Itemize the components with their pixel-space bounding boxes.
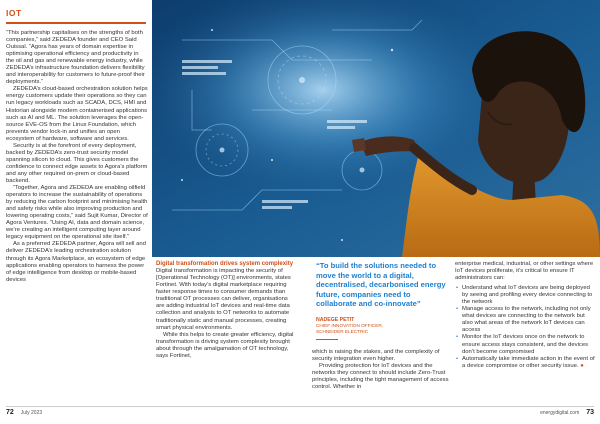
- pull-quote-attribution-name: NADEGE PETIT: [316, 316, 355, 323]
- body-paragraph: Digital transformation is impacting the security of [Operational Technology (OT)] environments, states Fortinet. With today’s digital marketplace requiring faster response times to consumer demands than traditional OT processes can deliver, organisations are adding industrial IoT devices and real-time data collection and analysis to OT networks to automate traditionally static and manual processes, creating smart physical environments.: [156, 268, 291, 331]
- bullet-item: • Monitor the IoT devices once on the network to ensure access stays consistent, and the devices don’t become compromised: [455, 334, 595, 355]
- bullet-item: [455, 356, 595, 370]
- issue-date: July 2023: [20, 410, 43, 416]
- body-paragraph: Security is at the forefront of every deployment, backed by ZEDEDA’s zero-trust security model spanning silicon to cloud. This gives customers the confidence to connect edge assets to Agora’s platform and any other required on-prem or cloud-based backend.: [6, 142, 148, 184]
- page-number-left: 72: [6, 409, 14, 416]
- bullet-item: • Understand what IoT devices are being deployed by seeing and profiling every device connecting to the network: [455, 285, 595, 306]
- website-url: energydigital.com: [540, 410, 580, 416]
- footer-left: [6, 409, 42, 416]
- body-paragraph: which is raising the stakes, and the complexity of security integration even higher.: [312, 349, 440, 363]
- bullet-item-text: Automatically take immediate action in the event of a device compromise or other security issue.: [462, 355, 595, 369]
- end-mark-icon: ●: [580, 362, 584, 369]
- pull-quote-rule: [316, 339, 338, 340]
- pull-quote-attribution-role: CHIEF INNOVATION OFFICER,: [316, 322, 384, 328]
- article-column-4: [455, 261, 595, 370]
- section-subheading: Digital transformation drives system complexity: [156, 261, 294, 267]
- section-rule: [6, 22, 146, 24]
- body-paragraph: While this helps to create greater efficiency, digital transformation is driving system complexity brought about through the amalgamation of OT technology, says Fortinet,: [156, 331, 294, 359]
- footer-right: [540, 409, 594, 416]
- body-paragraph: ZEDEDA’s cloud-based orchestration solution helps energy customers update their operations so they can run legacy workloads such as SCADA, DCS, HMI and Historian alongside modern containerised applications such as AI and ML. The solution leverages the open-source EVE-OS from the Linux Foundation, which prevents vendor lock-in and unifies an open ecosystem of hardware, software and services.: [6, 86, 148, 142]
- article-column-1: [6, 30, 148, 284]
- bullet-item: • Manage access to the network, including not only what devices are connecting to the network but also what areas of the network IoT devices can access: [455, 306, 595, 334]
- bullet-list: [455, 285, 595, 370]
- footer-rule: [6, 406, 594, 407]
- body-paragraph: “Together, Agora and ZEDEDA are enabling oilfield operators to increase the sustainability of operations by reducing the carbon footprint and minimising health and safety risks while also improving production and lowering operating costs,” said Sujit Kumar, Director of Agora Ventures. “Using AI, data and domain science, we’re creating an intelligent computing layer around legacy equipment on the operational site itself.”: [6, 185, 148, 241]
- hero-photo-illustration: [152, 0, 600, 257]
- article-column-2: [156, 261, 296, 360]
- pull-quote: [316, 261, 450, 343]
- article-column-3: [312, 349, 450, 391]
- pull-quote-text: “To build the solutions needed to move the world to a digital, decentralised, decarbonised energy future, companies need to collaborate and co-innovate”: [316, 261, 446, 309]
- body-paragraph: As a preferred ZEDEDA partner, Agora will sell and deliver ZEDEDA’s leading orchestration solution through its Agora Marketplace, an ecosystem of edge applications enabling operators to harness the power of edge intelligence from desktop or mobile-based devices: [6, 241, 146, 283]
- pull-quote-attribution-company: SCHNEIDER ELECTRIC: [316, 328, 369, 334]
- body-paragraph: “This partnership capitalises on the strengths of both companies,” said ZEDEDA founder and CEO Said Ouissal. “Agora has years of domain expertise in optimising operational efficiency and productivity in the oil and gas and renewable energy industry, while ZEDEDA’s infrastructure foundation delivers flexibility and interoperability for customers to future-proof their deployments.”: [6, 30, 145, 86]
- body-paragraph: Providing protection for IoT devices and the networks they connect to should include Zero-Trust principles, including the tight management of access control. Whether in: [312, 363, 449, 391]
- section-tag: IOT: [6, 8, 22, 18]
- page-number-right: 73: [586, 409, 594, 416]
- body-paragraph: enterprise medical, industrial, or other settings where IoT devices proliferate, it’s critical to ensure IT administrators can:: [455, 261, 594, 282]
- hero-photo: [152, 0, 600, 257]
